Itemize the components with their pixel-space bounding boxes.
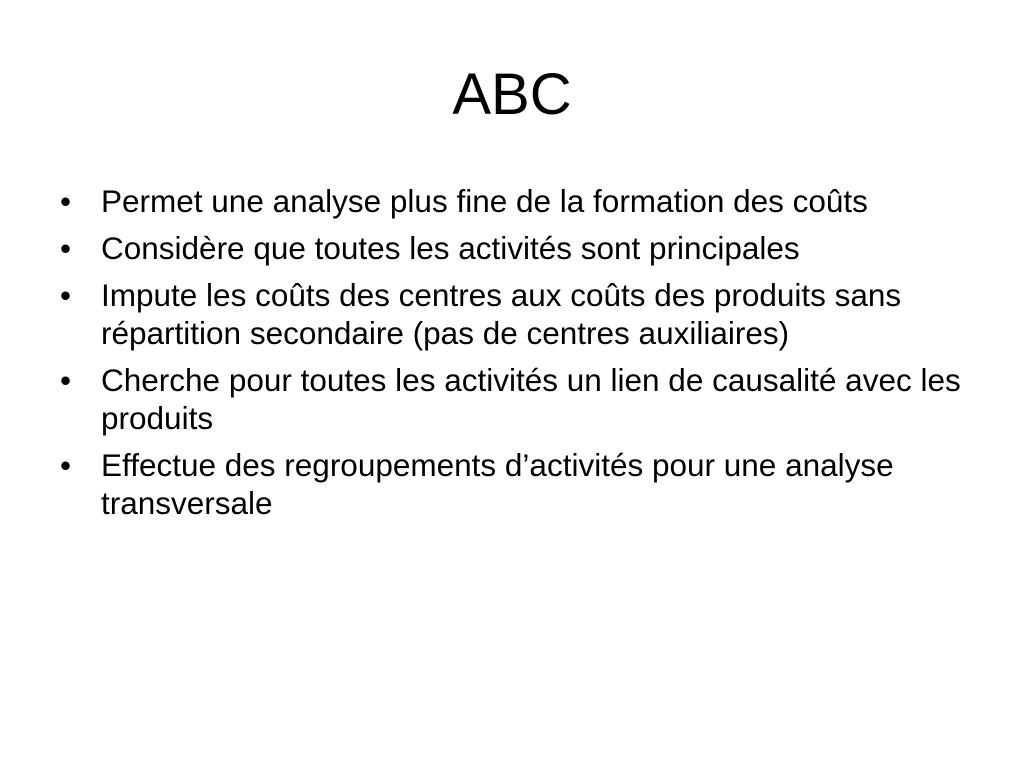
bullet-text: Permet une analyse plus fine de la formation des coûts [101,183,868,219]
slide-title: ABC [452,62,572,127]
bullet-icon: • [60,230,72,266]
list-item [60,182,970,220]
bullet-text: Considère que toutes les activités sont principales [101,230,800,266]
bullet-text: Impute les coûts des centres aux coûts des produits sans répartition secondaire (pas de centres auxiliaires) [101,277,902,351]
list-item [60,276,970,352]
bullet-list [60,182,970,531]
bullet-icon: • [60,447,72,483]
list-item [60,361,970,437]
bullet-text: Cherche pour toutes les activités un lien de causalité avec les produits [101,362,961,436]
bullet-icon: • [60,277,72,313]
bullet-icon: • [60,183,72,219]
list-item [60,229,970,267]
bullet-text: Effectue des regroupements d’activités pour une analyse transversale [101,447,894,521]
bullet-icon: • [60,362,72,398]
list-item [60,446,970,522]
